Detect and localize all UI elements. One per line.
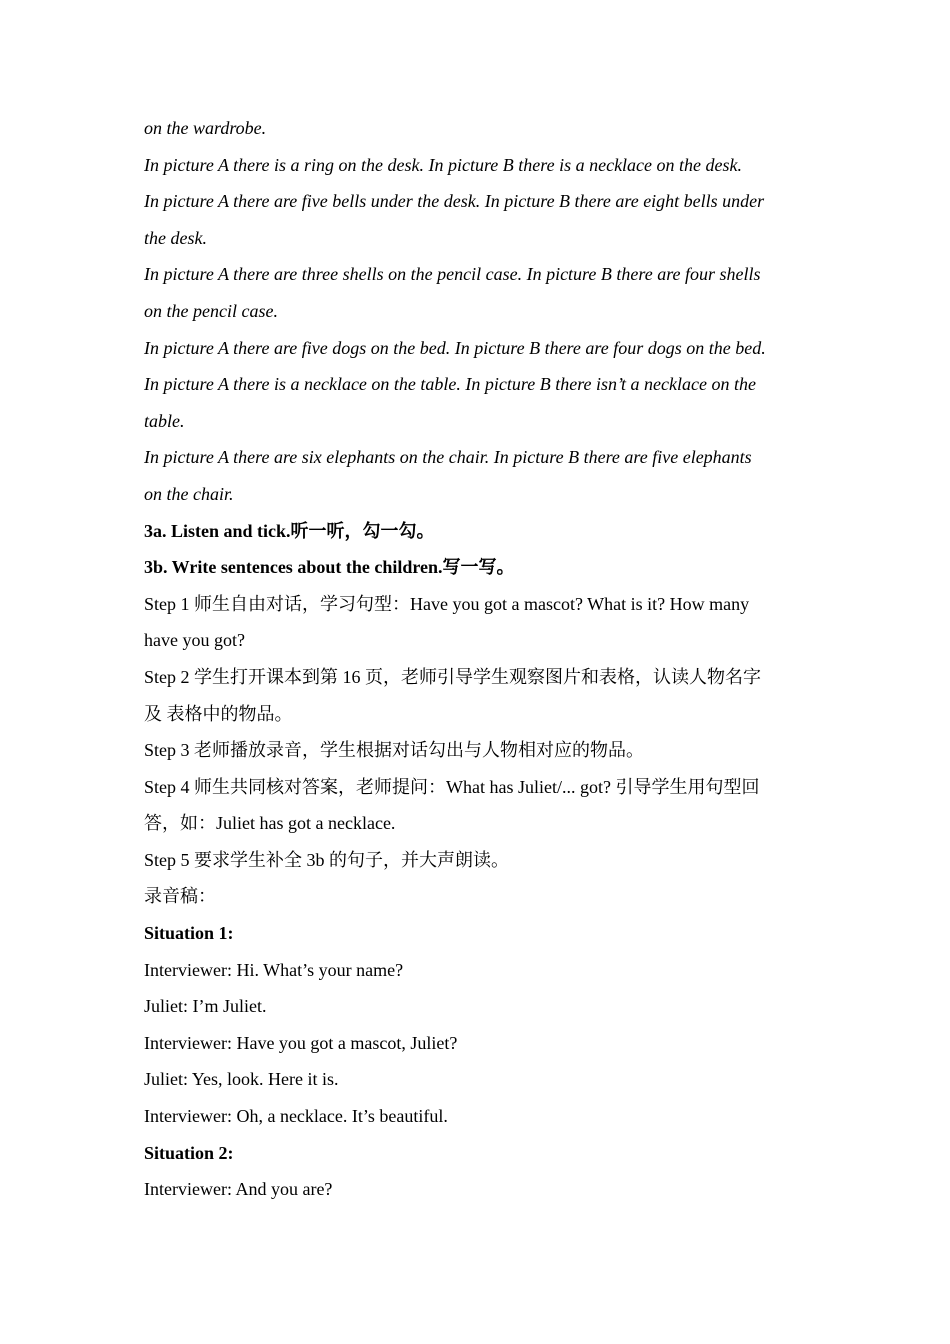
dialogue-line: Interviewer: Have you got a mascot, Juliet? xyxy=(144,1032,458,1053)
text-line: table. xyxy=(144,410,185,431)
dialogue-line: Interviewer: Hi. What’s your name? xyxy=(144,959,404,980)
situation-1-heading: Situation 1: xyxy=(144,923,234,944)
section-heading-3a: 3a. Listen and tick.听一听，勾一勾。 xyxy=(144,520,435,541)
dialogue-line: Juliet: I’m Juliet. xyxy=(144,996,267,1017)
text-line: In picture A there is a ring on the desk. In picture B there is a necklace on the desk. xyxy=(144,154,743,175)
step-1-continued: have you got? xyxy=(144,630,245,651)
step-2-continued: 及 表格中的物品。 xyxy=(144,703,293,724)
situation-2-heading: Situation 2: xyxy=(144,1142,234,1163)
dialogue-line: Interviewer: Oh, a necklace. It’s beautiful. xyxy=(144,1106,448,1127)
step-2-line: Step 2 学生打开课本到第 16 页，老师引导学生观察图片和表格，认读人物名字 xyxy=(144,666,761,687)
step-4-line: Step 4 师生共同核对答案，老师提问：What has Juliet/... got? 引导学生用句型回 xyxy=(144,776,760,797)
text-line: In picture A there are five bells under the desk. In picture B there are eight bells under xyxy=(144,191,765,212)
text-line: In picture A there are six elephants on the chair. In picture B there are five elephants xyxy=(144,447,752,468)
step-1-line: Step 1 师生自由对话，学习句型：Have you got a mascot? What is it? How many xyxy=(144,593,750,614)
dialogue-line: Interviewer: And you are? xyxy=(144,1179,333,1200)
text-line: In picture A there are three shells on the pencil case. In picture B there are four shells xyxy=(144,264,761,285)
text-line: In picture A there is a necklace on the table. In picture B there isn’t a necklace on the xyxy=(144,374,756,395)
transcript-label: 录音稿： xyxy=(144,886,216,907)
dialogue-line: Juliet: Yes, look. Here it is. xyxy=(144,1069,339,1090)
text-line: on the pencil case. xyxy=(144,300,278,321)
text-line: In picture A there are five dogs on the bed. In picture B there are four dogs on the bed. xyxy=(144,337,766,358)
document-body xyxy=(144,110,810,1208)
text-line: the desk. xyxy=(144,227,207,248)
text-line: on the chair. xyxy=(144,483,234,504)
step-4-continued: 答，如：Juliet has got a necklace. xyxy=(144,813,396,834)
step-5-line: Step 5 要求学生补全 3b 的句子，并大声朗读。 xyxy=(144,849,509,870)
step-3-line: Step 3 老师播放录音，学生根据对话勾出与人物相对应的物品。 xyxy=(144,740,644,761)
text-line: on the wardrobe. xyxy=(144,118,267,138)
section-heading-3b: 3b. Write sentences about the children.写一写。 xyxy=(144,557,515,578)
